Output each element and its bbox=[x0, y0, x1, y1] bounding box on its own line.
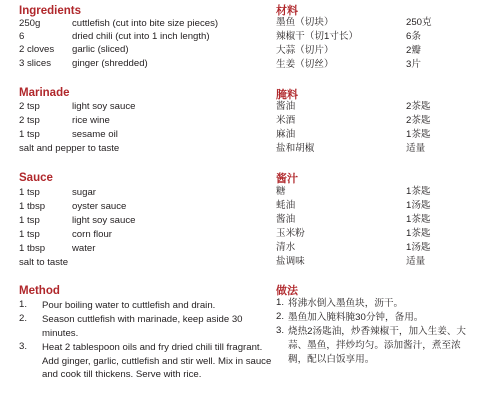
ingredient-item: cuttlefish (cut into bite size pieces) bbox=[72, 18, 219, 29]
sauce-qty-zh: 1茶匙 bbox=[406, 228, 431, 239]
sauce-item-zh: 盐调味 bbox=[276, 256, 305, 267]
step-text: Season cuttlefish with marinade, keep aside 30 minutes. bbox=[42, 314, 243, 339]
ingredient-qty-zh: 6条 bbox=[406, 31, 421, 42]
sauce-item-zh: 清水 bbox=[276, 242, 296, 253]
step-number: 2. bbox=[19, 313, 28, 324]
ingredient-qty-zh: 3片 bbox=[406, 59, 421, 70]
sauce-qty-zh: 1汤匙 bbox=[406, 242, 431, 253]
sauce-qty: 1 tbsp bbox=[19, 201, 46, 212]
sauce-item: light soy sauce bbox=[72, 215, 136, 226]
marinade-item: light soy sauce bbox=[72, 101, 136, 112]
sauce-qty-zh: 1汤匙 bbox=[406, 200, 431, 211]
ingredient-qty-zh: 250克 bbox=[406, 17, 432, 28]
sauce-qty-zh: 1茶匙 bbox=[406, 186, 431, 197]
ingredients-heading: Ingredients bbox=[19, 5, 81, 17]
step-text: Heat 2 tablespoon oils and fry dried chili till fragrant. Add ginger, garlic, cuttlefish and stir well. Mix in sauce and cook till thickens. Serve with rice. bbox=[42, 342, 272, 380]
marinade-item: sesame oil bbox=[72, 129, 118, 140]
sauce-item-zh: 糖 bbox=[276, 186, 286, 197]
marinade-item: rice wine bbox=[72, 115, 110, 126]
sauce-qty: 1 tsp bbox=[19, 215, 40, 226]
step-number: 1. bbox=[19, 299, 28, 310]
sauce-qty-zh: 1茶匙 bbox=[406, 214, 431, 225]
ingredient-item-zh: 墨鱼（切块） bbox=[276, 17, 334, 28]
marinade-qty-zh: 2茶匙 bbox=[406, 115, 431, 126]
marinade-qty: 2 tsp bbox=[19, 101, 40, 112]
ingredient-item-zh: 生姜（切丝） bbox=[276, 59, 334, 70]
ingredient-item: dried chili (cut into 1 inch length) bbox=[72, 31, 210, 42]
sauce-item-zh: 蚝油 bbox=[276, 200, 296, 211]
ingredient-item-zh: 辣椒干（切1寸长） bbox=[276, 31, 359, 42]
marinade-qty-zh: 适量 bbox=[406, 143, 426, 154]
marinade-qty: 2 tsp bbox=[19, 115, 40, 126]
marinade-heading: Marinade bbox=[19, 87, 70, 99]
sauce-item: sugar bbox=[72, 187, 96, 198]
sauce-qty: 1 tsp bbox=[19, 229, 40, 240]
marinade-item-zh: 米酒 bbox=[276, 115, 296, 126]
step-number-zh: 2. bbox=[276, 311, 285, 322]
step-text-zh: 将沸水倒入墨鱼块，沥干。 bbox=[288, 298, 404, 309]
marinade-heading-zh: 腌料 bbox=[276, 89, 298, 101]
ingredient-qty-zh: 2瓣 bbox=[406, 45, 421, 56]
ingredient-qty: 2 cloves bbox=[19, 44, 55, 55]
marinade-item-zh: 盐和胡椒 bbox=[276, 143, 315, 154]
sauce-item: oyster sauce bbox=[72, 201, 127, 212]
sauce-item-zh: 酱油 bbox=[276, 214, 296, 225]
step-number: 3. bbox=[19, 341, 28, 352]
step-text-zh: 烧热2汤匙油，炒香辣椒干，加入生姜、大蒜、墨鱼，拌炒均匀。添加酱汁，煮至浓稠，配以白饭享用。 bbox=[288, 326, 467, 365]
sauce-heading: Sauce bbox=[19, 172, 53, 184]
marinade-qty-zh: 1茶匙 bbox=[406, 129, 431, 140]
sauce-item-zh: 玉米粉 bbox=[276, 228, 305, 239]
marinade-qty: 1 tsp bbox=[19, 129, 40, 140]
ingredient-qty: 6 bbox=[19, 31, 25, 42]
marinade-seasoning-note: salt and pepper to taste bbox=[19, 143, 120, 154]
sauce-item: corn flour bbox=[72, 229, 112, 240]
step-text: Pour boiling water to cuttlefish and drain. bbox=[42, 300, 216, 311]
method-heading: Method bbox=[19, 285, 60, 297]
marinade-item-zh: 麻油 bbox=[276, 129, 296, 140]
ingredient-item: ginger (shredded) bbox=[72, 58, 148, 69]
sauce-heading-zh: 酱汁 bbox=[276, 173, 298, 185]
ingredient-qty: 250g bbox=[19, 18, 41, 29]
marinade-qty-zh: 2茶匙 bbox=[406, 101, 431, 112]
sauce-qty: 1 tbsp bbox=[19, 243, 46, 254]
step-number-zh: 1. bbox=[276, 297, 285, 308]
sauce-qty: 1 tsp bbox=[19, 187, 40, 198]
ingredients-heading-zh: 材料 bbox=[276, 5, 298, 17]
step-number-zh: 3. bbox=[276, 325, 285, 336]
ingredient-qty: 3 slices bbox=[19, 58, 51, 69]
marinade-item-zh: 酱油 bbox=[276, 101, 296, 112]
sauce-item: water bbox=[72, 243, 96, 254]
sauce-seasoning-note: salt to taste bbox=[19, 257, 69, 268]
ingredient-item-zh: 大蒜（切片） bbox=[276, 45, 334, 56]
step-text-zh: 墨鱼加入腌料腌30分钟，备用。 bbox=[288, 312, 424, 323]
method-heading-zh: 做法 bbox=[276, 285, 298, 297]
ingredient-item: garlic (sliced) bbox=[72, 44, 129, 55]
sauce-qty-zh: 适量 bbox=[406, 256, 426, 267]
